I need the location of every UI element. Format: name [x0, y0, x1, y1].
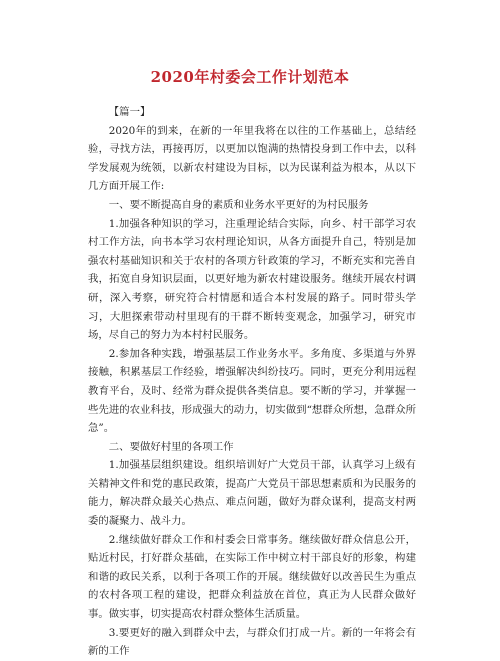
- section-1-item-1: 1.加强各种知识的学习，注重理论结合实际，向乡、村干部学习农村工作方法，向书本学习农村理论知识，从各方面提升自己，特别是加强农村基础知识和关于农村的各项方针政策的学习，不断充实和完善自我，拓宽自身知识层面，以更好地为新农村建设服务。继续开展农村调研，深入考察，研究符合村情愿和适合本村发展的路子。同时带头学习，大胆探索带动村里现有的干群不断转变观念，加强学习，研究市场，尽自己的努力为本村村民服务。: [88, 217, 416, 342]
- section-1-item-2: 2.参加各种实践，增强基层工作业务水平。多角度、多渠道与外界接触，积累基层工作经验，增强解决纠纷技巧。同时，更充分利用远程教育平台，及时、经常为群众提供各类信息。要不断的学习，并掌握一些先进的农业科技，形成强大的动力，切实做到“想群众所想，急群众所急”。: [88, 347, 416, 435]
- section-label: 【篇一】: [108, 106, 151, 118]
- intro-paragraph: 2020年的到来，在新的一年里我将在以往的工作基础上，总结经验，寻找方法，再接再厉，以更加以饱满的热情投身到工作中去，以科学发展观为统领，以新农村建设为目标，以为民谋利益为根本，从以下几方面开展工作:: [88, 124, 416, 193]
- section-heading-2: 二、要做好村里的各项工作: [108, 440, 234, 453]
- section-2-item-1: 1.加强基层组织建设。组织培训好广大党员干部，认真学习上级有关精神文件和党的惠民政策，提高广大党员干部思想素质和为民服务的能力，解决群众最关心热点、难点问题，做好为群众谋利，提高支村两委的凝聚力、战斗力。: [88, 459, 416, 528]
- section-2-item-2: 2.继续做好群众工作和村委会日常事务。继续做好群众信息公开，贴近村民，打好群众基础，在实际工作中树立村干部良好的形象，构建和谐的政民关系，以利于各项工作的开展。继续做好以改善民生为重点的农村各项工程的建设，把群众利益放在首位，真正为人民群众做好事。做实事，切实提高农村群众整体生活质量。: [88, 533, 416, 621]
- document-body: [88, 103, 416, 661]
- section-heading-1: 一、要不断提高自身的素质和业务水平更好的为村民服务: [108, 198, 369, 211]
- document-title: 2020年村委会工作计划范本: [150, 68, 350, 86]
- section-2-item-3: 3.要更好的融入到群众中去，与群众们打成一片。新的一年将会有新的工作: [88, 626, 416, 658]
